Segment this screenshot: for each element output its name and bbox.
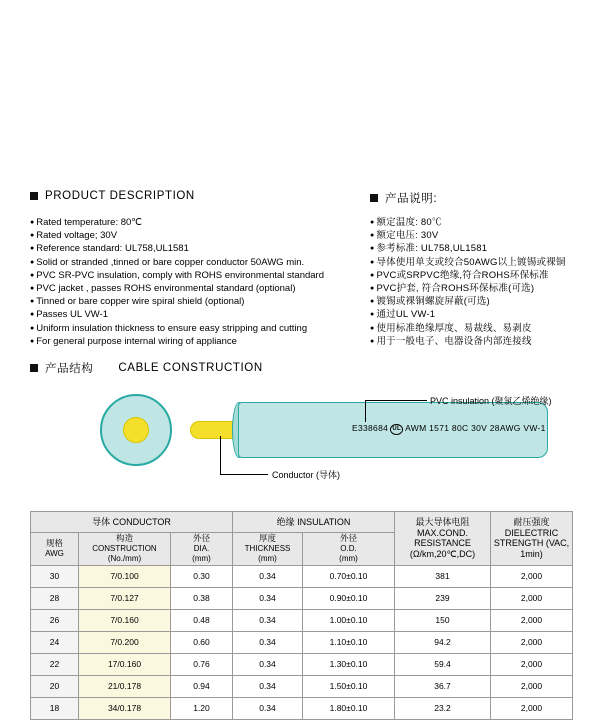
cell-dielectric: 2,000 bbox=[491, 587, 573, 609]
section-heading-product-description-cn bbox=[370, 190, 437, 206]
cell-thickness: 0.34 bbox=[233, 609, 303, 631]
list-item: ● PVC jacket , passes ROHS environmental standard (optional) bbox=[30, 282, 324, 295]
specification-table-wrapper bbox=[30, 511, 572, 720]
group-header-conductor-cn: 导体 bbox=[92, 516, 111, 527]
conductor-core-icon bbox=[123, 417, 149, 443]
list-item: ● PVC SR-PVC insulation, comply with ROHS environmental standard bbox=[30, 269, 324, 282]
section-heading-cable-construction bbox=[30, 360, 263, 376]
column-header-thickness bbox=[233, 533, 303, 566]
cell-awg: 18 bbox=[31, 697, 79, 719]
cell-construction: 34/0.178 bbox=[79, 697, 171, 719]
col-resistance-cn: 最大导体电阻 bbox=[415, 517, 470, 528]
cell-thickness: 0.34 bbox=[233, 697, 303, 719]
jacket-printing bbox=[352, 423, 546, 435]
list-item: ● 通过UL VW-1 bbox=[370, 308, 566, 321]
cell-construction: 7/0.200 bbox=[79, 631, 171, 653]
cell-thickness: 0.34 bbox=[233, 565, 303, 587]
specification-table-body bbox=[31, 565, 573, 719]
list-item: ● Tinned or bare copper wire spiral shield (optional) bbox=[30, 295, 324, 308]
table-row bbox=[31, 631, 573, 653]
cell-od: 1.50±0.10 bbox=[303, 675, 395, 697]
cell-dielectric: 2,000 bbox=[491, 697, 573, 719]
jacket-spec-text: AWM 1571 80C 30V 28AWG VW-1 bbox=[405, 423, 546, 433]
list-item: ● 导体使用单支或绞合50AWG以上镀锡或裸铜 bbox=[370, 256, 566, 269]
col-construction-cn: 构造 bbox=[115, 533, 133, 543]
cell-od: 1.80±0.10 bbox=[303, 697, 395, 719]
leader-line-conductor-horizontal bbox=[220, 474, 268, 475]
cell-conductor-dia: 0.76 bbox=[171, 653, 233, 675]
list-item: ● 镀锡或裸铜螺旋屏蔽(可选) bbox=[370, 295, 566, 308]
leader-line-insulation-vertical bbox=[365, 400, 366, 422]
heading-text-en: CABLE CONSTRUCTION bbox=[118, 362, 263, 374]
cell-awg: 26 bbox=[31, 609, 79, 631]
cell-dielectric: 2,000 bbox=[491, 653, 573, 675]
table-row bbox=[31, 609, 573, 631]
cell-construction: 21/0.178 bbox=[79, 675, 171, 697]
specification-table bbox=[30, 511, 573, 720]
cell-thickness: 0.34 bbox=[233, 675, 303, 697]
column-header-resistance bbox=[395, 512, 491, 566]
cell-awg: 30 bbox=[31, 565, 79, 587]
bullet-square-icon bbox=[30, 192, 38, 200]
cell-thickness: 0.34 bbox=[233, 587, 303, 609]
ul-logo-icon: UL bbox=[390, 424, 403, 435]
ul-file-number: E338684 bbox=[352, 423, 389, 433]
group-header-insulation bbox=[233, 512, 395, 533]
cell-od: 0.90±0.10 bbox=[303, 587, 395, 609]
table-row bbox=[31, 565, 573, 587]
cell-conductor-dia: 0.60 bbox=[171, 631, 233, 653]
list-item: ● 使用标准绝缘厚度、易裁线、易剥皮 bbox=[370, 322, 566, 335]
col-dia-cn: 外径 bbox=[192, 533, 210, 543]
list-item: ● 参考标准: UL758,UL1581 bbox=[370, 242, 566, 255]
cell-awg: 24 bbox=[31, 631, 79, 653]
table-row bbox=[31, 653, 573, 675]
cell-awg: 20 bbox=[31, 675, 79, 697]
col-dielectric-en: DIELECTRIC STRENGTH bbox=[493, 527, 559, 549]
col-od-en: O.D. bbox=[340, 543, 357, 553]
bullet-square-icon bbox=[30, 364, 38, 372]
cell-construction: 17/0.160 bbox=[79, 653, 171, 675]
label-conductor: Conductor (导体) bbox=[272, 470, 341, 480]
col-construction-unit: (No./mm) bbox=[107, 554, 142, 563]
cable-cross-section bbox=[100, 394, 172, 466]
cell-resistance: 23.2 bbox=[395, 697, 491, 719]
cell-od: 1.30±0.10 bbox=[303, 653, 395, 675]
list-item: ● For general purpose internal wiring of appliance bbox=[30, 335, 324, 348]
list-item: ● 额定电压: 30V bbox=[370, 229, 566, 242]
cell-conductor-dia: 0.48 bbox=[171, 609, 233, 631]
col-resistance-unit: (Ω/km,20℃,DC) bbox=[409, 548, 476, 559]
list-item: ● 额定温度: 80℃ bbox=[370, 216, 566, 229]
cell-dielectric: 2,000 bbox=[491, 675, 573, 697]
column-header-construction bbox=[79, 533, 171, 566]
cell-od: 0.70±0.10 bbox=[303, 565, 395, 587]
heading-text: PRODUCT DESCRIPTION bbox=[45, 190, 195, 202]
cell-awg: 28 bbox=[31, 587, 79, 609]
list-item: ● Passes UL VW-1 bbox=[30, 308, 324, 321]
leader-line-conductor-vertical bbox=[220, 436, 221, 474]
col-dia-unit: (mm) bbox=[192, 554, 211, 563]
column-header-dielectric bbox=[491, 512, 573, 566]
label-insulation: PVC insulation (聚氯乙烯绝缘) bbox=[430, 396, 552, 406]
cell-od: 1.00±0.10 bbox=[303, 609, 395, 631]
cell-construction: 7/0.127 bbox=[79, 587, 171, 609]
heading-text-cn: 产品结构 bbox=[45, 363, 94, 375]
column-header-od bbox=[303, 533, 395, 566]
col-resistance-en: MAX.COND. RESISTANCE bbox=[414, 527, 471, 549]
table-row bbox=[31, 675, 573, 697]
column-header-awg bbox=[31, 533, 79, 566]
col-awg-cn: 规格 bbox=[45, 538, 63, 549]
list-item: ● PVC护套, 符合ROHS环保标准(可选) bbox=[370, 282, 566, 295]
group-header-conductor bbox=[31, 512, 233, 533]
table-group-header-row bbox=[31, 512, 573, 533]
list-item: ● Rated temperature: 80℃ bbox=[30, 216, 324, 229]
cell-resistance: 36.7 bbox=[395, 675, 491, 697]
cell-dielectric: 2,000 bbox=[491, 609, 573, 631]
product-description-list-en bbox=[30, 216, 324, 348]
cell-resistance: 381 bbox=[395, 565, 491, 587]
col-dia-en: DIA. bbox=[193, 543, 210, 553]
list-item: ● 用于一般电子、电器设备内部连接线 bbox=[370, 335, 566, 348]
cell-resistance: 150 bbox=[395, 609, 491, 631]
col-od-unit: (mm) bbox=[339, 554, 358, 563]
section-heading-product-description-en bbox=[30, 190, 195, 202]
cell-od: 1.10±0.10 bbox=[303, 631, 395, 653]
table-row bbox=[31, 587, 573, 609]
list-item: ● Solid or stranded ,tinned or bare copper conductor 50AWG min. bbox=[30, 256, 324, 269]
group-header-insulation-en: INSULATION bbox=[297, 516, 351, 527]
col-awg-en: AWG bbox=[45, 548, 64, 558]
bullet-square-icon bbox=[370, 194, 378, 202]
cell-conductor-dia: 0.30 bbox=[171, 565, 233, 587]
col-od-cn: 外径 bbox=[339, 533, 357, 543]
cell-construction: 7/0.160 bbox=[79, 609, 171, 631]
group-header-insulation-cn: 绝缘 bbox=[276, 516, 295, 527]
list-item: ● PVC或SRPVC绝缘,符合ROHS环保标准 bbox=[370, 269, 566, 282]
column-header-conductor-dia bbox=[171, 533, 233, 566]
col-dielectric-unit: (VAC, 1min) bbox=[520, 538, 570, 559]
cell-resistance: 94.2 bbox=[395, 631, 491, 653]
col-construction-en: CONSTRUCTION bbox=[92, 543, 157, 553]
cell-conductor-dia: 1.20 bbox=[171, 697, 233, 719]
cell-awg: 22 bbox=[31, 653, 79, 675]
col-thickness-cn: 厚度 bbox=[258, 533, 276, 543]
col-thickness-unit: (mm) bbox=[258, 554, 277, 563]
col-dielectric-cn: 耐压强度 bbox=[513, 517, 550, 528]
product-description-list-cn bbox=[370, 216, 566, 348]
col-thickness-en: THICKNESS bbox=[244, 543, 291, 553]
cell-conductor-dia: 0.94 bbox=[171, 675, 233, 697]
cell-thickness: 0.34 bbox=[233, 631, 303, 653]
table-row bbox=[31, 697, 573, 719]
cable-construction-diagram bbox=[0, 388, 603, 498]
cell-thickness: 0.34 bbox=[233, 653, 303, 675]
cell-construction: 7/0.100 bbox=[79, 565, 171, 587]
heading-text: 产品说明: bbox=[385, 193, 438, 205]
list-item: ● Reference standard: UL758,UL1581 bbox=[30, 242, 324, 255]
cell-dielectric: 2,000 bbox=[491, 631, 573, 653]
leader-line-insulation-horizontal bbox=[365, 400, 427, 401]
list-item: ● Rated voltage; 30V bbox=[30, 229, 324, 242]
group-header-conductor-en: CONDUCTOR bbox=[112, 516, 171, 527]
cell-conductor-dia: 0.38 bbox=[171, 587, 233, 609]
cell-resistance: 239 bbox=[395, 587, 491, 609]
cell-resistance: 59.4 bbox=[395, 653, 491, 675]
cell-dielectric: 2,000 bbox=[491, 565, 573, 587]
list-item: ● Uniform insulation thickness to ensure easy stripping and cutting bbox=[30, 322, 324, 335]
